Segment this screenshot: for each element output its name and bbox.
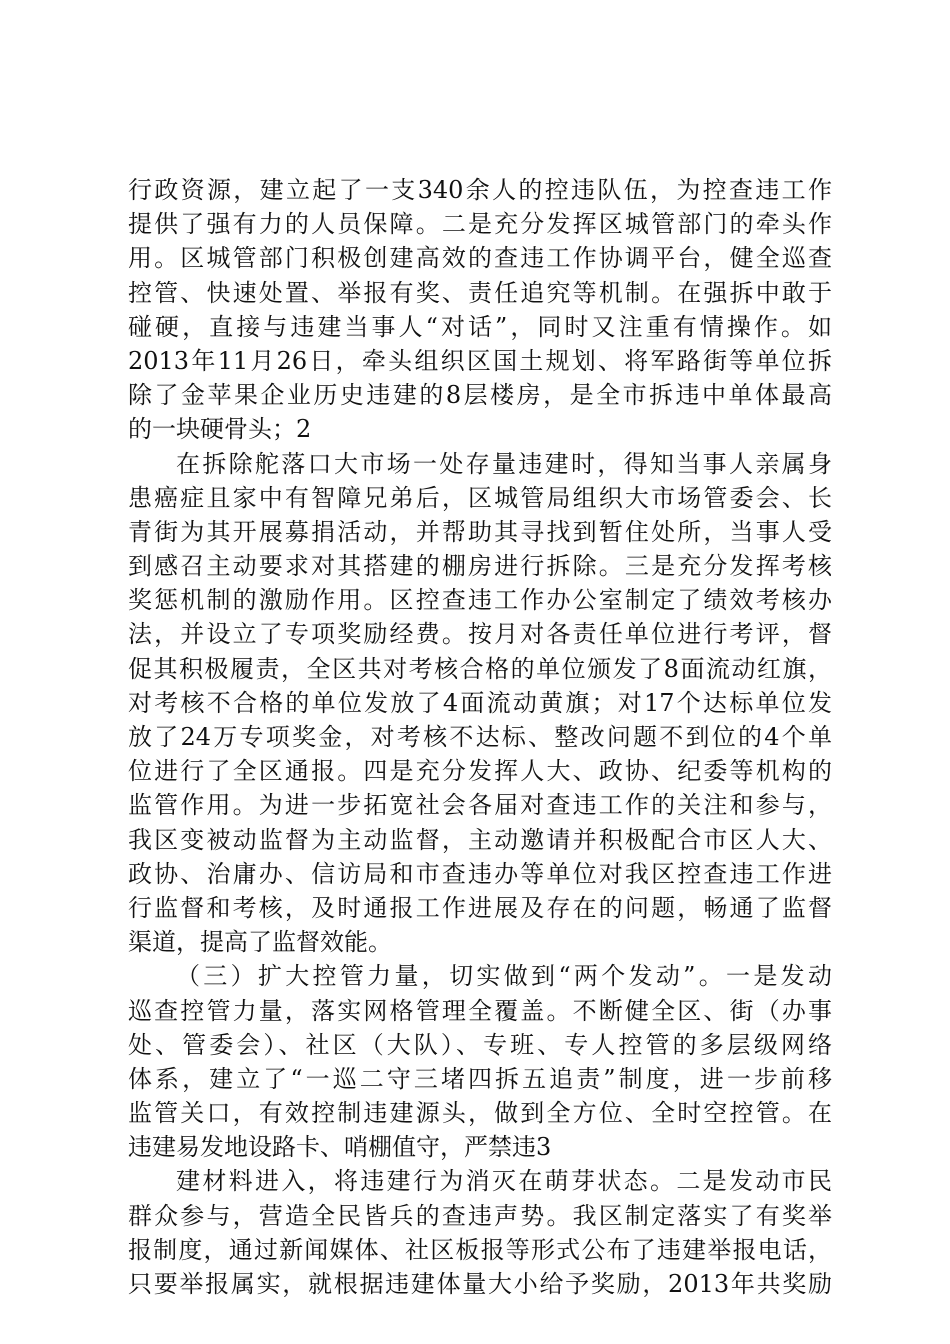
text-line: 控管、快速处置、举报有奖、责任追究等机制。在强拆中敢于	[128, 278, 832, 307]
text-line: 除了金苹果企业历史违建的8层楼房，是全市拆违中单体最高	[128, 381, 832, 410]
body-text	[128, 173, 832, 1301]
text-line: 青街为其开展募捐活动，并帮助其寻找到暂住处所，当事人受	[128, 517, 832, 546]
text-line: 到感召主动要求对其搭建的棚房进行拆除。三是充分发挥考核	[128, 552, 832, 581]
text-line: 建材料进入，将违建行为消灭在萌芽状态。二是发动市民	[176, 1167, 832, 1196]
text-line: 患癌症且家中有智障兄弟后，区城管局组织大市场管委会、长	[128, 483, 832, 512]
text-line: 政协、治庸办、信访局和市查违办等单位对我区控查违工作进	[128, 859, 832, 888]
text-line: 的一块硬骨头；2	[128, 415, 312, 444]
text-line: 在拆除舵落口大市场一处存量违建时，得知当事人亲属身	[176, 449, 832, 478]
text-line: 促其积极履责，全区共对考核合格的单位颁发了8面流动红旗，	[128, 654, 832, 683]
text-line: 放了24万专项奖金，对考核不达标、整改问题不到位的4个单	[128, 723, 832, 751]
text-line: 法，并设立了专项奖励经费。按月对各责任单位进行考评，督	[128, 620, 832, 649]
text-line: 对考核不合格的单位发放了4面流动黄旗；对17个达标单位发	[128, 688, 832, 717]
text-line: 处、管委会）、社区（大队）、专班、专人控管的多层级网络	[128, 1030, 832, 1059]
text-line: 碰硬，直接与违建当事人“对话”，同时又注重有情操作。如	[128, 312, 832, 341]
text-line: 用。区城管部门积极创建高效的查违工作协调平台，健全巡查	[128, 244, 832, 273]
text-line: 提供了强有力的人员保障。二是充分发挥区城管部门的牵头作	[128, 210, 832, 239]
text-line: 体系，建立了“一巡二守三堵四拆五追责”制度，进一步前移	[128, 1064, 832, 1093]
text-line: 群众参与，营造全民皆兵的查违声势。我区制定落实了有奖举	[128, 1201, 832, 1230]
text-line: 2013年11月26日，牵头组织区国土规划、将军路街等单位拆	[128, 346, 832, 375]
text-line: 监管关口，有效控制违建源头，做到全方位、全时空控管。在	[128, 1099, 832, 1128]
text-line: 监管作用。为进一步拓宽社会各届对查违工作的关注和参与，	[128, 791, 832, 820]
text-line: （三）扩大控管力量，切实做到“两个发动”。一是发动	[176, 962, 832, 991]
text-line: 报制度，通过新闻媒体、社区板报等形式公布了违建举报电话，	[128, 1235, 832, 1264]
text-line: 位进行了全区通报。四是充分发挥人大、政协、纪委等机构的	[128, 757, 832, 786]
text-line: 只要举报属实，就根据违建体量大小给予奖励，2013年共奖励	[128, 1270, 832, 1298]
text-line: 行监督和考核，及时通报工作进展及存在的问题，畅通了监督	[128, 893, 832, 922]
text-line: 我区变被动监督为主动监督，主动邀请并积极配合市区人大、	[128, 825, 832, 854]
text-line: 违建易发地设路卡、哨棚值守，严禁违3	[128, 1133, 552, 1162]
text-line: 行政资源，建立起了一支340余人的控违队伍，为控查违工作	[128, 176, 832, 204]
text-line: 巡查控管力量，落实网格管理全覆盖。不断健全区、街（办事	[128, 996, 832, 1025]
text-line: 奖惩机制的激励作用。区控查违工作办公室制定了绩效考核办	[128, 586, 832, 615]
text-line: 渠道，提高了监督效能。	[128, 928, 392, 957]
